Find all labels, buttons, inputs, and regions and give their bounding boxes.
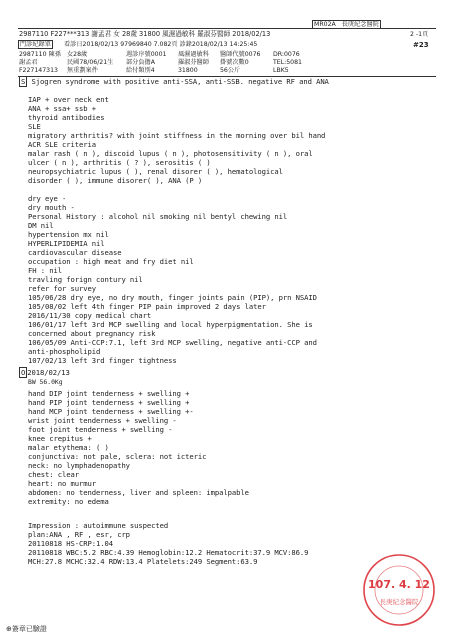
exam-line: neck: no lymphadenopathy bbox=[28, 461, 130, 470]
note-line: FH : nil bbox=[28, 266, 62, 275]
note-line: malar rash ( n ), discoid lupus ( n ), photosensitivity ( n ), oral bbox=[28, 149, 313, 158]
subjective-notes bbox=[28, 95, 325, 365]
info-r5c4: 31800 bbox=[178, 67, 198, 74]
exam-line: conjunctiva: not pale, sclera: not icteric bbox=[28, 452, 207, 461]
assessment-line: 20110818 HS-CRP:1.04 bbox=[28, 539, 113, 548]
objective-tag: O bbox=[21, 368, 26, 377]
exam-line: chest: clear bbox=[28, 470, 79, 479]
visit-info-line: 看診日2018/02/13 97969840 7.082頁 診錄2018/02/13 14:25:45 bbox=[64, 41, 258, 48]
note-line: dry mouth - bbox=[28, 203, 75, 212]
physical-exam bbox=[28, 389, 249, 506]
info-r5c2: 無重劃案件 bbox=[67, 67, 98, 74]
exam-line: wrist joint tenderness + swelling - bbox=[28, 416, 177, 425]
form-code-text: MR02A bbox=[314, 21, 336, 28]
exam-line: extremity: no edema bbox=[28, 497, 109, 506]
info-r4c5: 掛號次數0 bbox=[220, 59, 249, 66]
header-top-rule bbox=[18, 28, 436, 29]
hospital-name: 長庚紀念醫院 bbox=[341, 21, 379, 28]
stamp-text: 長庚紀念醫院 bbox=[379, 598, 419, 606]
note-line: HYPERLIPIDEMIA nil bbox=[28, 239, 105, 248]
note-line: SLE bbox=[28, 122, 41, 131]
assessment-line: MCH:27.8 MCHC:32.4 RDW:13.4 Platelets:249 Segment:63.9 bbox=[28, 557, 258, 566]
info-r5c1: F227147313 bbox=[19, 67, 58, 74]
assessment-line: 20110818 WBC:5.2 RBC:4.39 Hemoglobin:12.2 Hematocrit:37.9 MCV:86.9 bbox=[28, 548, 309, 557]
assessment-line: Impression : autoimmune suspected bbox=[28, 521, 169, 530]
body-weight: BW 56.0Kg bbox=[28, 378, 63, 386]
note-line: dry eye - bbox=[28, 194, 67, 203]
note-line: concerned about pregnancy risk bbox=[28, 329, 156, 338]
exam-line: knee crepitus + bbox=[28, 434, 92, 443]
note-line: Personal History : alcohol nil smoking nil bentyl chewing nil bbox=[28, 212, 288, 221]
exam-line: hand MCP joint tenderness + swelling +- bbox=[28, 407, 194, 416]
info-r3c5: 醫師代號0076 bbox=[220, 51, 261, 58]
info-r5c5: 56公斤 bbox=[220, 67, 241, 74]
page-indicator: 2 -1頁 bbox=[410, 31, 429, 38]
diagnosis-text: Sjogren syndrome with positive anti-SSA, anti-SSB. negative RF and ANA bbox=[31, 77, 329, 86]
info-r3c4: 風濕過敏科 bbox=[178, 51, 209, 58]
info-r3c2: 女28歲 bbox=[67, 51, 88, 58]
note-line: thyroid antibodies bbox=[28, 113, 105, 122]
exam-line: malar etythema: ( ) bbox=[28, 443, 109, 452]
info-r4c3: 部分負擔A bbox=[126, 59, 155, 66]
note-line: cardiovascular disease bbox=[28, 248, 122, 257]
stamp-date: 107. 4. 12 bbox=[368, 578, 430, 591]
diagnosis-line bbox=[19, 77, 329, 86]
exam-line: heart: no murmur bbox=[28, 479, 96, 488]
signature-verified: ⊕簽章已驗證 bbox=[6, 625, 47, 633]
note-line: hypertension mx nil bbox=[28, 230, 109, 239]
assessment-line: plan:ANA , RF , esr, crp bbox=[28, 530, 130, 539]
diagnosis-tag: S bbox=[21, 77, 26, 86]
note-line: IAP + over neck ent bbox=[28, 95, 109, 104]
exam-line: foot joint tenderness + swelling - bbox=[28, 425, 173, 434]
info-r4c1: 謝孟君 bbox=[19, 59, 38, 66]
note-line: 2016/11/30 copy medical chart bbox=[28, 311, 152, 320]
outpatient-tag: 門診紀錄單 bbox=[20, 41, 51, 48]
objective-date: 2018/02/13 bbox=[27, 368, 70, 377]
info-r5c6: LBK5 bbox=[273, 67, 289, 74]
note-line: 107/02/13 left 3rd finger tightness bbox=[28, 356, 177, 365]
note-line: 105/06/28 dry eye, no dry mouth, finger joints pain (PIP), prn NSAID bbox=[28, 293, 317, 302]
info-r3c6: DR:0076 bbox=[273, 51, 300, 58]
patient-summary-line: 2987110 F227***313 謝孟君 女 28歲 31800 風濕過敏科 羅淑芬醫師 2018/02/13 bbox=[19, 30, 271, 38]
note-line: 106/05/09 Anti-CCP:7.1, left 3rd MCP swelling, negative anti-CCP and bbox=[28, 338, 317, 347]
info-r4c6: TEL:5081 bbox=[273, 59, 302, 66]
objective-header bbox=[19, 368, 70, 377]
note-line: occupation : high meat and fry diet nil bbox=[28, 257, 194, 266]
note-line: migratory arthritis? with joint stiffness in the morning over bil hand bbox=[28, 131, 326, 140]
exam-line: abdomen: no tenderness, liver and spleen: impalpable bbox=[28, 488, 249, 497]
note-line: neuropsychiatric lupus ( ), renal disorer ( ), hematological bbox=[28, 167, 283, 176]
sequence-number: #23 bbox=[413, 41, 429, 49]
note-line: disorder ( ), immune disorer( ), ANA (P ) bbox=[28, 176, 203, 185]
info-r3c1: 2987110 陳孫 bbox=[19, 51, 61, 58]
note-line: anti-phospholipid bbox=[28, 347, 101, 356]
note-line: 105/08/02 left 4th finger PIP pain improved 2 days later bbox=[28, 302, 266, 311]
note-line: travling forign contury nil bbox=[28, 275, 143, 284]
note-line bbox=[28, 185, 325, 194]
note-line: refer for survey bbox=[28, 284, 96, 293]
info-r3c3: 週診序號0001 bbox=[126, 51, 167, 58]
note-line: 106/01/17 left 3rd MCP swelling and local hyperpigmentation. She is bbox=[28, 320, 313, 329]
info-r4c4: 羅淑芬醫師 bbox=[178, 59, 209, 66]
exam-line: hand DIP joint tenderness + swelling + bbox=[28, 389, 190, 398]
hospital-seal-stamp bbox=[361, 552, 437, 628]
info-r4c2: 民國78/06/21生 bbox=[67, 59, 114, 66]
note-line: DM nil bbox=[28, 221, 54, 230]
assessment-plan bbox=[28, 521, 308, 566]
info-r5c3: 給付類別4 bbox=[126, 67, 155, 74]
exam-line: hand PIP joint tenderness + swelling + bbox=[28, 398, 190, 407]
note-line: ulcer ( n ), arthritis ( ? ), serositis ( ) bbox=[28, 158, 211, 167]
note-line: ANA + ssa+ ssb + bbox=[28, 104, 96, 113]
note-line: ACR SLE criteria bbox=[28, 140, 96, 149]
